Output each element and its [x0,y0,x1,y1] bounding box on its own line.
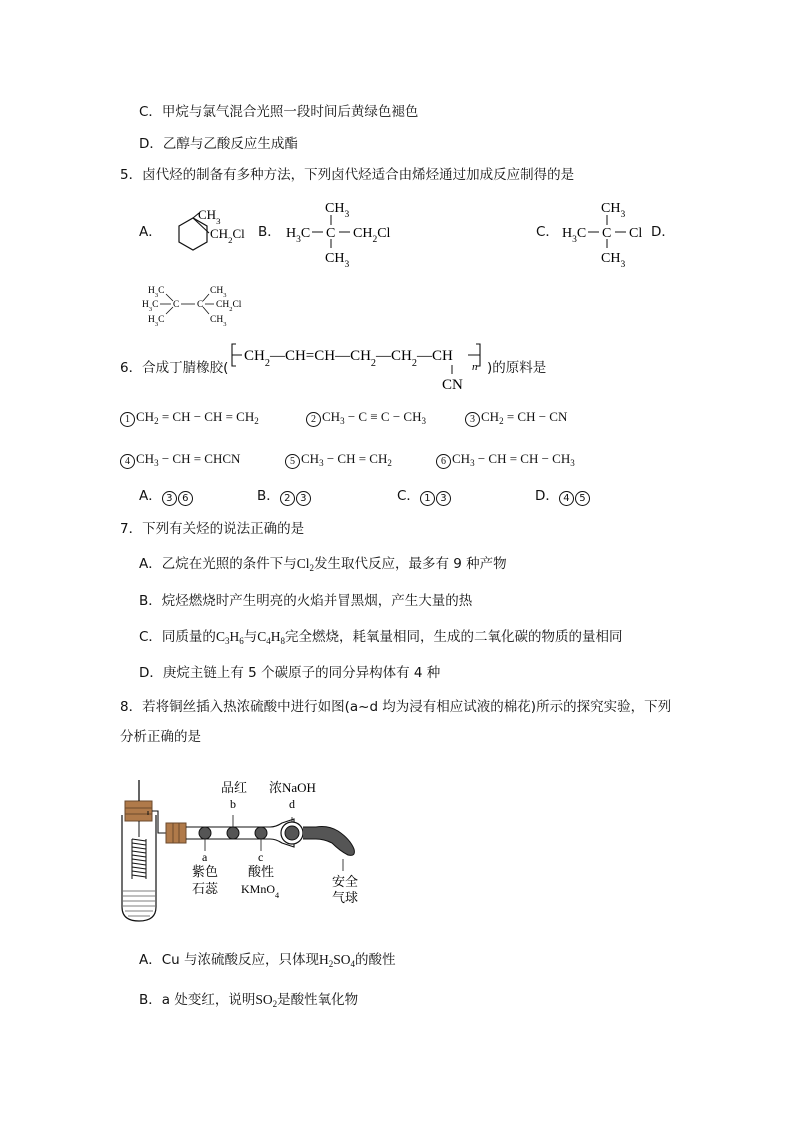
q6-polymer-cn: CN [442,377,463,393]
q5-label-d: D． [651,224,675,240]
q6-polymer-structure [228,336,490,394]
label-qiqiu: 气球 [332,890,359,905]
q6-stem-post: )的原料是 [487,360,547,376]
cotton-b-icon [227,827,239,839]
q5d-h3c-3: $H_3C$ [148,315,165,328]
label-a: a [202,850,208,864]
q7-stem: 7．下列有关烃的说法正确的是 [120,521,305,537]
label-anquan: 安全 [332,874,359,889]
label-b: b [230,797,236,811]
q5-label-c: C． [536,224,559,240]
q6-option-d: D． 4 5 [535,486,591,506]
cotton-a-icon [199,827,211,839]
q8-stem-line2: 分析正确的是 [120,729,201,745]
q4-option-d: D．乙醇与乙酸反应生成酯 [139,136,298,152]
q5d-h3c-2: $H_3C$ [142,300,159,313]
q5-structure-d [140,280,270,332]
q7-option-d: D．庚烷主链上有 5 个碳原子的同分异构体有 4 种 [139,665,441,681]
q6-option-a: A． 3 6 [139,486,194,506]
q6-polymer-n: n [472,361,478,373]
q5b-h3c: $H_3C$ [286,226,311,245]
q8-apparatus-figure [110,775,370,930]
q7-option-a: A．乙烷在光照的条件下与$Cl_2$发生取代反应，最多有 9 种产物 [139,556,507,573]
label-zise: 紫色 [192,864,219,879]
q5-structure-b [282,196,412,268]
q5a-ch3: $CH_3$ [198,207,221,226]
q5b-c: C [326,226,336,241]
label-pinhong: 品红 [221,780,248,795]
label-suanxing: 酸性 [248,864,275,879]
q6-option-c: C． 1 3 [397,486,452,506]
label-kmno4: KMnO$_4$ [241,882,280,900]
label-shirui: 石蕊 [192,881,219,896]
q5c-h3c: $H_3C$ [562,226,587,245]
q8-option-a: A．Cu 与浓硫酸反应，只体现$H_2SO_4$的酸性 [139,952,396,969]
q5c-cl: Cl [629,226,643,241]
q5b-ch2cl: $CH_2Cl$ [353,226,391,245]
q6-item-2: 2 $CH_3 - C \equiv C - CH_3$ [306,409,426,427]
q5d-h3c-1: $H_3C$ [148,286,165,299]
q8-option-b: B．a 处变红，说明$SO_2$是酸性氧化物 [139,992,359,1009]
q5d-ch3-3: $CH_3$ [210,315,227,328]
q7-option-c: C．同质量的$C_3H_6$与$C_4H_8$完全燃烧，耗氧量相同，生成的二氧化碳的物质的量相同 [139,629,623,646]
label-naoh: 浓NaOH [269,780,316,795]
copper-coil-icon [132,821,146,879]
q5c-c: C [602,226,612,241]
q5d-c-2: C [197,300,204,310]
cotton-c-icon [255,827,267,839]
q6-item-6: 6 $CH_3$ − CH = CH − $CH_3$ [436,451,575,469]
acid-liquid-icon [123,891,155,916]
q5-label-b: B． [258,224,281,240]
q6-stem-pre: 6．合成丁腈橡胶( [120,360,229,376]
q5d-ch2cl: $CH_2Cl$ [216,300,242,313]
q5-label-a: A． [139,224,162,240]
q4-option-c: C．甲烷与氯气混合光照一段时间后黄绿色褪色 [139,104,419,120]
q6-item-1: 1 $CH_2$ = CH − CH = $CH_2$ [120,409,259,427]
q5-stem: 5．卤代烃的制备有多种方法，下列卤代烃适合由烯烃通过加成反应制得的是 [120,167,575,183]
q6-item-3: 3 $CH_2$ = CH − CN [465,409,567,427]
q6-polymer-chain: $CH_2—CH=CH—CH_2—CH_2—CH$ [244,348,453,369]
q5c-ch3-bottom: $CH_3$ [601,251,626,268]
q5a-ch2cl: $CH_2Cl$ [210,226,245,245]
q7-option-b: B．烷烃燃烧时产生明亮的火焰并冒黑烟，产生大量的热 [139,593,473,609]
q5-structure-a [160,200,260,262]
connector-stopper-icon [166,823,186,843]
safety-balloon-icon [303,827,354,856]
q5d-c-1: C [173,300,180,310]
q5-structure-c [558,196,650,268]
q5d-ch3-1: $CH_3$ [210,286,227,299]
q5b-ch3-top: $CH_3$ [325,201,350,220]
q6-option-b: B． 2 3 [257,486,312,506]
q5b-ch3-bottom: $CH_3$ [325,251,350,268]
label-c: c [258,850,264,864]
q5c-ch3-top: $CH_3$ [601,201,626,220]
label-d: d [289,797,295,811]
q6-item-4: 4 $CH_3$ − CH = CHCN [120,451,240,469]
q8-stem-line1: 8．若将铜丝插入热浓硫酸中进行如图(a~d 均为浸有相应试液的棉花)所示的探究实验，下列 [120,699,672,715]
cotton-d-icon [285,826,299,840]
q6-item-5: 5 $CH_3$ − CH = $CH_2$ [285,451,392,469]
